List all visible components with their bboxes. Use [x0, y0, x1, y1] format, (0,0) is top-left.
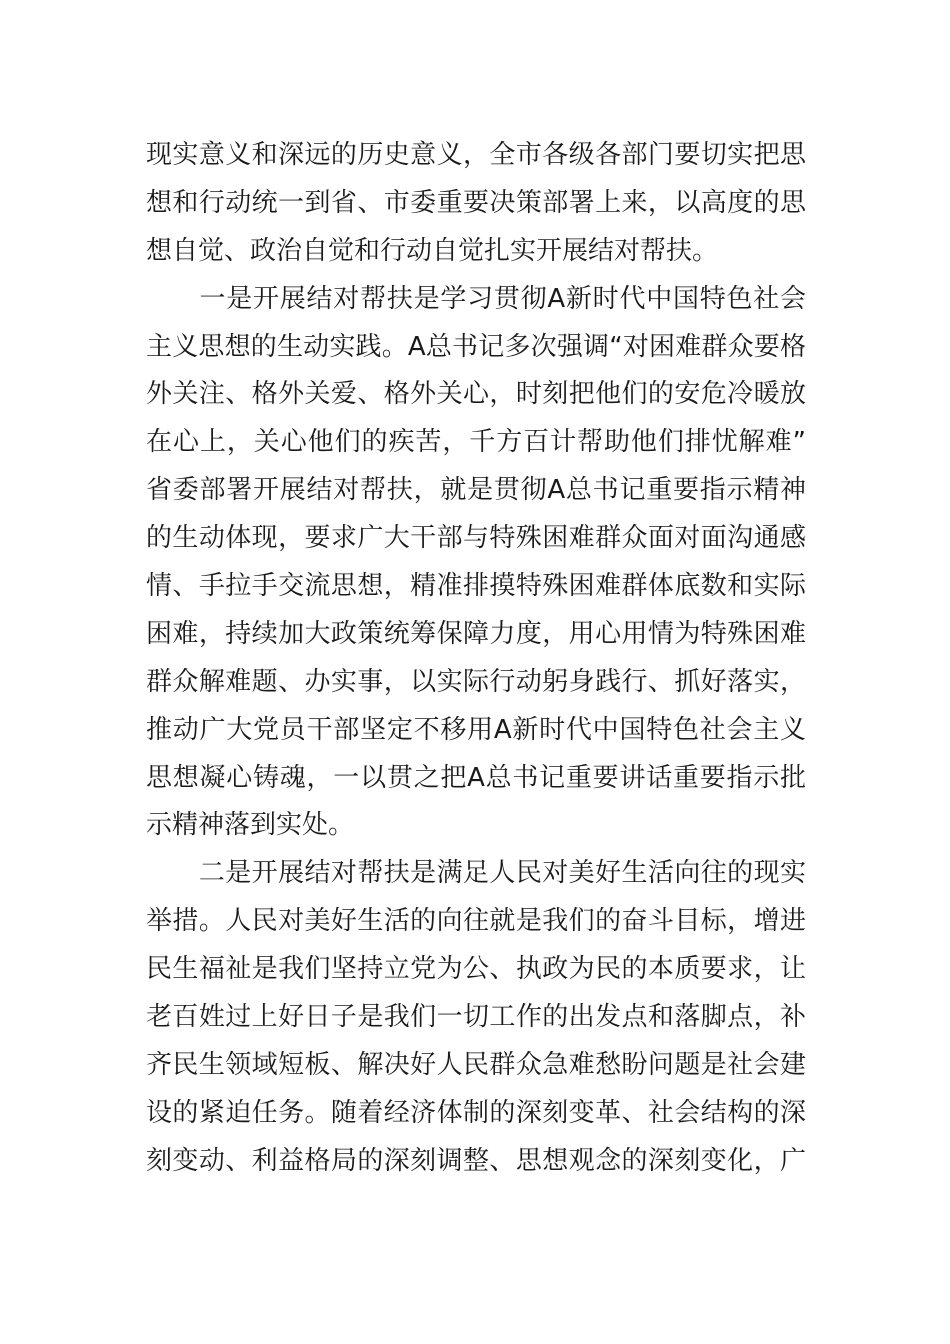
text-line: 刻变动、利益格局的深刻调整、思想观念的深刻变化，广 [146, 1145, 806, 1176]
text-line: 民生福祉是我们坚持立党为公、执政为民的本质要求，让 [146, 954, 806, 985]
document-body [146, 132, 806, 1186]
text-line: 省委部署开展结对帮扶，就是贯彻A总书记重要指示精神 [146, 475, 806, 506]
paragraph-point-one [146, 276, 806, 851]
text-line: 情、手拉手交流思想，精准排摸特殊困难群体底数和实际 [146, 571, 806, 602]
text-line: 外关注、格外关爱、格外关心，时刻把他们的安危冷暖放 [146, 379, 806, 410]
paragraph-point-two [146, 850, 806, 1185]
text-line: 主义思想的生动实践。A总书记多次强调“对困难群众要格 [146, 331, 806, 362]
text-line: 的生动体现，要求广大干部与特殊困难群众面对面沟通感 [146, 523, 806, 554]
text-line: 想自觉、政治自觉和行动自觉扎实开展结对帮扶。 [146, 235, 719, 266]
text-line: 二是开展结对帮扶是满足人民对美好生活向往的现实 [146, 858, 806, 889]
text-line: 在心上，关心他们的疾苦，千方百计帮助他们排忧解难” [146, 427, 806, 458]
text-line: 设的紧迫任务。随着经济体制的深刻变革、社会结构的深 [146, 1097, 806, 1128]
text-line: 推动广大党员干部坚定不移用A新时代中国特色社会主义 [146, 714, 806, 745]
text-line: 老百姓过上好日子是我们一切工作的出发点和落脚点，补 [146, 1002, 806, 1033]
text-line: 群众解难题、办实事，以实际行动躬身践行、抓好落实， [146, 666, 806, 697]
text-line: 示精神落到实处。 [146, 810, 355, 841]
paragraph-intro [146, 132, 806, 276]
text-line: 思想凝心铸魂，一以贯之把A总书记重要讲话重要指示批 [146, 762, 806, 793]
text-line: 一是开展结对帮扶是学习贯彻A新时代中国特色社会 [146, 283, 806, 314]
text-line: 举措。人民对美好生活的向往就是我们的奋斗目标，增进 [146, 906, 806, 937]
text-line: 现实意义和深远的历史意义，全市各级各部门要切实把思 [146, 140, 806, 170]
text-line: 想和行动统一到省、市委重要决策部署上来，以高度的思 [146, 187, 806, 218]
text-line: 困难，持续加大政策统筹保障力度，用心用情为特殊困难 [146, 618, 806, 649]
text-line: 齐民生领域短板、解决好人民群众急难愁盼问题是社会建 [146, 1049, 806, 1080]
